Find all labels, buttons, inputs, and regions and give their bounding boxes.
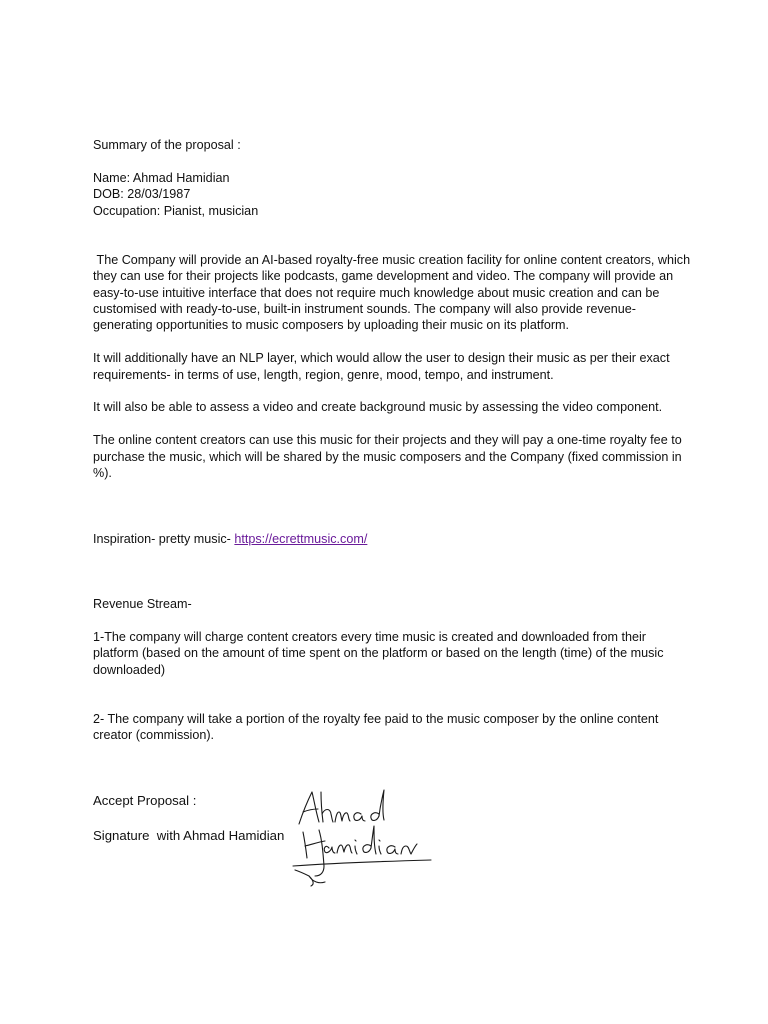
summary-heading: Summary of the proposal : (93, 138, 241, 152)
inspiration-link[interactable]: https://ecrettmusic.com/ (234, 531, 368, 546)
spacer (93, 613, 693, 629)
spacer (93, 563, 693, 579)
spacer (93, 580, 693, 596)
applicant-occupation: Occupation: Pianist, musician (93, 203, 259, 218)
paragraph-service-overview: The Company will provide an AI-based royalty-free music creation facility for online content creators, which they can use for their projects like podcasts, game development and video. The company will provide an easy-to-use intuitive interface that does not require much knowledge about music creation and can be customised with ready-to-use, built-in instrument sounds. The company will also provide revenue-generating opportunities to music composers by uploading their music on its platform. (93, 252, 694, 333)
revenue-item-1: 1-The company will charge content creators every time music is created and downloaded from their platform (based on the amount of time spent on the platform or based on the length (time) of the music downloaded) (93, 629, 664, 677)
spacer (93, 383, 693, 399)
spacer (93, 514, 693, 530)
spacer (93, 695, 693, 711)
paragraph-nlp-layer: It will additionally have an NLP layer, which would allow the user to design their music as per their exact requirements- in terms of use, length, region, genre, mood, tempo, and instrument. (93, 351, 670, 382)
applicant-dob: DOB: 28/03/1987 (93, 187, 191, 202)
paragraph-video-music: It will also be able to assess a video and create background music by assessing the video component. (93, 400, 663, 415)
spacer (93, 760, 693, 776)
spacer (93, 334, 693, 350)
spacer (93, 547, 693, 563)
signature-row (93, 828, 693, 844)
spacer (93, 678, 693, 694)
spacer (93, 153, 693, 169)
spacer (93, 744, 693, 760)
revenue-item-2: 2- The company will take a portion of the royalty fee paid to the music composer by the online content creator (commission). (93, 711, 659, 743)
accept-proposal-label: Accept Proposal : (93, 792, 197, 808)
spacer (93, 481, 693, 497)
paragraph-royalty-fee: The online content creators can use this music for their projects and they will pay a one-time royalty fee to purchase the music, which will be shared by the music composers and the Company (fixed commission in %). (93, 433, 682, 481)
proposal-document (93, 137, 693, 845)
spacer (93, 219, 693, 235)
revenue-heading: Revenue Stream- (93, 597, 192, 612)
spacer (93, 416, 693, 432)
handwritten-signature (291, 786, 436, 888)
inspiration-prefix: Inspiration- pretty music- (93, 531, 235, 546)
spacer (93, 498, 693, 514)
applicant-name: Name: Ahmad Hamidian (93, 170, 230, 185)
spacer (93, 235, 693, 251)
signature-label: Signature with Ahmad Hamidian (93, 828, 285, 844)
inspiration-line (93, 531, 693, 547)
